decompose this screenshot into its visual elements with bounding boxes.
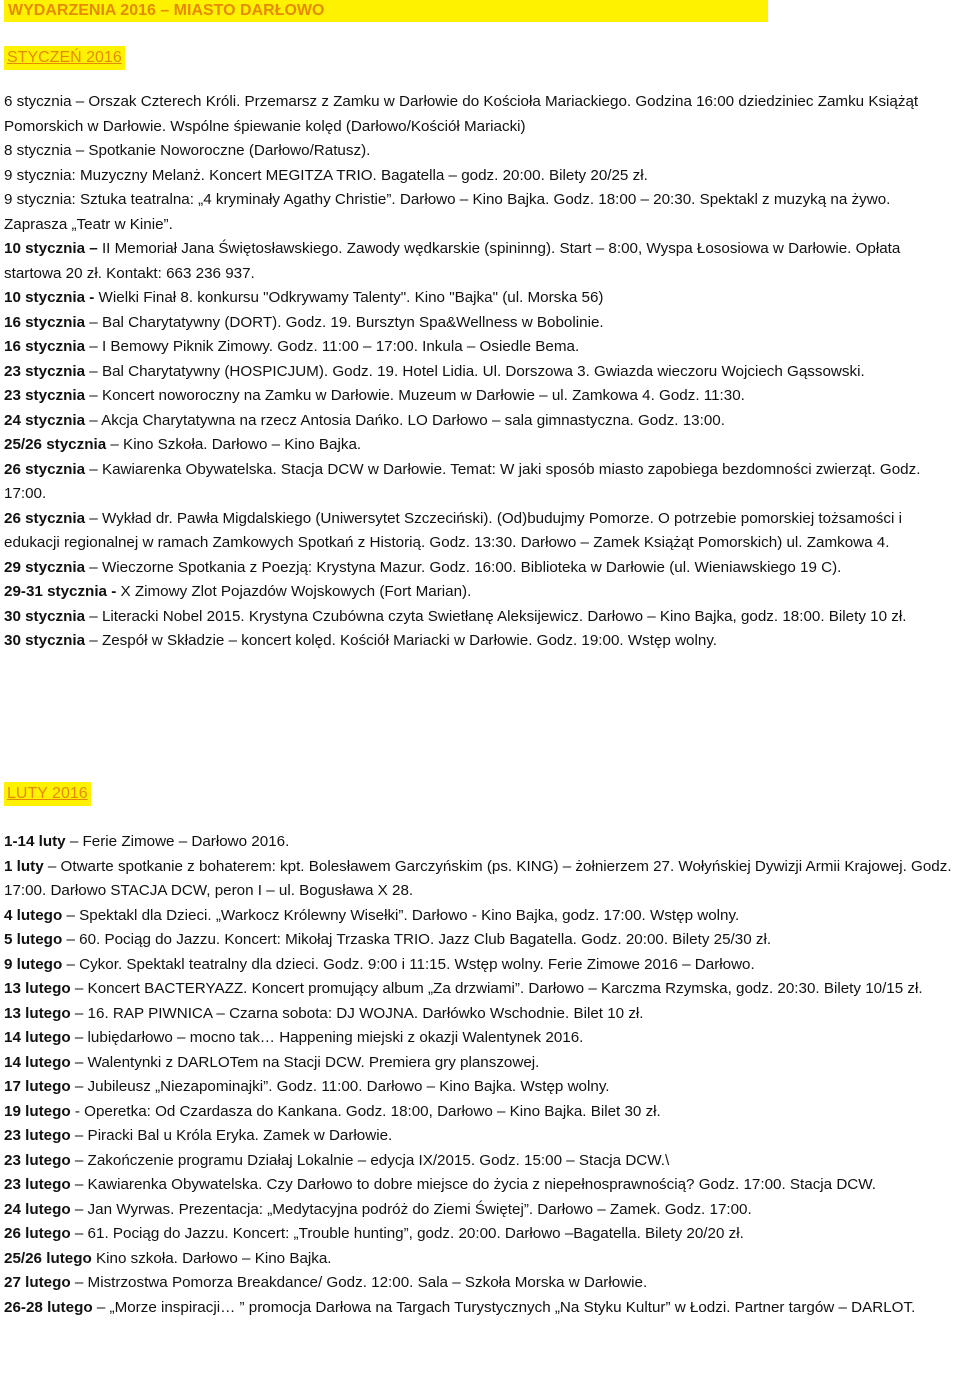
- event-description: – Cykor. Spektakl teatralny dla dzieci. Godz. 9:00 i 11:15. Wstęp wolny. Ferie Zimowe 2016 – Darłowo.: [62, 955, 755, 973]
- event-item: [4, 1198, 956, 1223]
- event-date: 24 lutego: [4, 1200, 71, 1218]
- event-date: 13 lutego: [4, 1004, 71, 1022]
- event-item: [4, 580, 956, 605]
- event-item: [4, 977, 956, 1002]
- event-item: [4, 1124, 956, 1149]
- event-date: 23 stycznia: [4, 387, 86, 404]
- event-description: – „Morze inspiracji… ” promocja Darłowa na Targach Turystycznych „Na Styku Kultur” w Łodzi. Partner targów – DARLOT.: [92, 1298, 916, 1316]
- event-item: [4, 605, 956, 630]
- event-date: 29 stycznia: [4, 558, 86, 576]
- event-description: – Wykład dr. Pawła Migdalskiego (Uniwersytet Szczeciński). (Od)budujmy Pomorze. O potrzebie pomorskiej tożsamości i edukacji regionalnej w ramach Zamkowych Spotkań z Historią. Godz. 13:30. Darłowo – Zamek Książąt Pomorskich) ul. Zamkowa 4.: [4, 509, 902, 551]
- event-description: – Kino Szkoła. Darłowo – Kino Bajka.: [106, 436, 362, 453]
- event-item: [4, 953, 956, 978]
- event-item: [4, 409, 956, 434]
- event-item: [4, 90, 956, 139]
- event-description: – Otwarte spotkanie z bohaterem: kpt. Bolesławem Garczyńskim (ps. KING) – żołnierzem 27. Wołyńskiej Dywizji Armii Krajowej. Godz. 17:00. Darłowo STACJA DCW, peron I – ul. Bogusława X 28.: [4, 857, 952, 899]
- event-list-january: [4, 90, 956, 654]
- event-description: – Jan Wyrwas. Prezentacja: „Medytacyjna podróż do Ziemi Świętej”. Darłowo – Zamek. Godz. 17:00.: [70, 1200, 752, 1218]
- event-item: [4, 830, 956, 855]
- event-date: 14 lutego: [4, 1029, 71, 1046]
- event-date: 24 stycznia: [4, 411, 86, 429]
- event-description: Wielki Finał 8. konkursu "Odkrywamy Talenty". Kino "Bajka" (ul. Morska 56): [94, 289, 604, 306]
- event-item: [4, 1075, 956, 1100]
- event-date: 10 stycznia -: [4, 289, 95, 306]
- event-item: [4, 384, 956, 409]
- section-heading-january: STYCZEŃ 2016: [4, 46, 125, 70]
- event-date: 27 lutego: [4, 1274, 71, 1291]
- event-date: 10 stycznia –: [4, 240, 98, 257]
- event-date: 23 lutego: [4, 1127, 71, 1144]
- event-item: [4, 928, 956, 953]
- event-date: 5 lutego: [4, 931, 63, 948]
- event-item: [4, 1149, 956, 1174]
- event-date: 25/26 lutego: [4, 1249, 92, 1267]
- event-description: – 60. Pociąg do Jazzu. Koncert: Mikołaj Trzaska TRIO. Jazz Club Bagatella. Godz. 20:00. Bilety 25/30 zł.: [62, 931, 772, 948]
- event-date: 29-31 stycznia -: [4, 583, 117, 600]
- event-item: [4, 286, 956, 311]
- event-item: [4, 335, 956, 360]
- event-description: – lubiędarłowo – mocno tak… Happening miejski z okazji Walentynek 2016.: [70, 1029, 584, 1046]
- event-description: 9 stycznia: Muzyczny Melanż. Koncert MEGITZA TRIO. Bagatella – godz. 20:00. Bilety 20/25 zł.: [4, 166, 648, 184]
- event-item: [4, 1051, 956, 1076]
- event-description: II Memoriał Jana Świętosławskiego. Zawody wędkarskie (spininng). Start – 8:00, Wyspa Łososiowa w Darłowie. Opłata startowa 20 zł. Kontakt: 663 236 937.: [4, 240, 901, 282]
- section-heading-february: LUTY 2016: [4, 782, 91, 806]
- event-item: [4, 433, 956, 458]
- event-item: [4, 1100, 956, 1125]
- event-date: 23 lutego: [4, 1151, 71, 1169]
- event-date: 26 stycznia: [4, 509, 86, 527]
- event-description: – Bal Charytatywny (DORT). Godz. 19. Bursztyn Spa&Wellness w Bobolinie.: [85, 313, 604, 331]
- event-description: – Kawiarenka Obywatelska. Czy Darłowo to dobre miejsce do życia z niepełnosprawnością? Godz. 17:00. Stacja DCW.: [70, 1176, 876, 1193]
- event-description: – Koncert noworoczny na Zamku w Darłowie. Muzeum w Darłowie – ul. Zamkowa 4. Godz. 11:30.: [85, 387, 745, 404]
- event-date: 13 lutego: [4, 980, 71, 997]
- event-description: – Zakończenie programu Działaj Lokalnie – edycja IX/2015. Godz. 15:00 – Stacja DCW.\: [70, 1151, 670, 1169]
- event-item: [4, 458, 956, 507]
- event-description: – Ferie Zimowe – Darłowo 2016.: [65, 833, 290, 850]
- event-list-february: [4, 830, 956, 1320]
- event-description: – Akcja Charytatywna na rzecz Antosia Dańko. LO Darłowo – sala gimnastyczna. Godz. 13:00.: [85, 411, 725, 429]
- event-item: [4, 507, 956, 556]
- event-date: 26 stycznia: [4, 460, 86, 478]
- event-date: 19 lutego: [4, 1102, 71, 1120]
- event-item: [4, 556, 956, 581]
- event-item: [4, 629, 956, 654]
- event-date: 23 lutego: [4, 1176, 71, 1193]
- event-description: - Operetka: Od Czardasza do Kankana. Godz. 18:00, Darłowo – Kino Bajka. Bilet 30 zł.: [70, 1102, 661, 1120]
- event-item: [4, 360, 956, 385]
- event-description: – Bal Charytatywny (HOSPICJUM). Godz. 19. Hotel Lidia. Ul. Dorszowa 3. Gwiazda wieczoru Wojciech Gąssowski.: [85, 362, 865, 380]
- event-description: 9 stycznia: Sztuka teatralna: „4 kryminały Agathy Christie”. Darłowo – Kino Bajka. Godz. 18:00 – 20:30. Spektakl z muzyką na żywo. Zaprasza „Teatr w Kinie”.: [4, 191, 891, 233]
- event-description: – Piracki Bal u Króla Eryka. Zamek w Darłowie.: [70, 1127, 393, 1144]
- event-date: 14 lutego: [4, 1053, 71, 1071]
- event-description: – Literacki Nobel 2015. Krystyna Czubówna czyta Swietłanę Aleksijewicz. Darłowo – Kino Bajka, godz. 18:00. Bilety 10 zł.: [85, 607, 907, 625]
- event-description: – Jubileusz „Niezapominajki”. Godz. 11:00. Darłowo – Kino Bajka. Wstęp wolny.: [70, 1078, 610, 1095]
- event-description: – 16. RAP PIWNICA – Czarna sobota: DJ WOJNA. Darłówko Wschodnie. Bilet 10 zł.: [70, 1004, 644, 1022]
- event-item: [4, 855, 956, 904]
- event-date: 16 stycznia: [4, 313, 86, 331]
- event-description: – Walentynki z DARLOTem na Stacji DCW. Premiera gry planszowej.: [70, 1053, 540, 1071]
- event-item: [4, 1247, 956, 1272]
- event-description: – Spektakl dla Dzieci. „Warkocz Królewny Wisełki”. Darłowo - Kino Bajka, godz. 17:00. Wstęp wolny.: [62, 906, 740, 924]
- event-item: [4, 1026, 956, 1051]
- event-description: 6 stycznia – Orszak Czterech Króli. Przemarsz z Zamku w Darłowie do Kościoła Mariackiego. Godzina 16:00 dziedziniec Zamku Książąt Pomorskich w Darłowie. Wspólne śpiewanie kolęd (Darłowo/Kościół Mariacki): [4, 93, 919, 135]
- event-item: [4, 904, 956, 929]
- event-item: [4, 237, 956, 286]
- event-date: 17 lutego: [4, 1078, 71, 1095]
- event-item: [4, 1222, 956, 1247]
- event-item: [4, 188, 956, 237]
- event-item: [4, 1002, 956, 1027]
- event-description: – Zespół w Składzie – koncert kolęd. Kościół Mariacki w Darłowie. Godz. 19:00. Wstęp wolny.: [85, 632, 718, 649]
- event-description: – 61. Pociąg do Jazzu. Koncert: „Trouble hunting”, godz. 20:00. Darłowo –Bagatella. Bilety 20/20 zł.: [70, 1225, 744, 1242]
- event-description: – Mistrzostwa Pomorza Breakdance/ Godz. 12:00. Sala – Szkoła Morska w Darłowie.: [70, 1274, 648, 1291]
- event-item: [4, 1296, 956, 1321]
- event-date: 25/26 stycznia: [4, 436, 107, 453]
- event-item: [4, 1271, 956, 1296]
- event-description: 8 stycznia – Spotkanie Noworoczne (Darłowo/Ratusz).: [4, 142, 371, 159]
- event-description: X Zimowy Zlot Pojazdów Wojskowych (Fort Marian).: [116, 583, 472, 600]
- event-date: 23 stycznia: [4, 362, 86, 380]
- event-item: [4, 1173, 956, 1198]
- event-description: – Koncert BACTERYAZZ. Koncert promujący album „Za drzwiami”. Darłowo – Karczma Rzymska, godz. 20:30. Bilety 10/15 zł.: [70, 980, 923, 997]
- event-description: Kino szkoła. Darłowo – Kino Bajka.: [91, 1249, 332, 1267]
- event-item: [4, 139, 956, 164]
- event-date: 9 lutego: [4, 955, 63, 973]
- event-item: [4, 311, 956, 336]
- event-date: 30 stycznia: [4, 632, 86, 649]
- event-date: 1-14 luty: [4, 833, 66, 850]
- event-date: 1 luty: [4, 857, 44, 875]
- event-description: – Kawiarenka Obywatelska. Stacja DCW w Darłowie. Temat: W jaki sposób miasto zapobiega bezdomności zwierząt. Godz. 17:00.: [4, 460, 921, 502]
- document-title: WYDARZENIA 2016 – MIASTO DARŁOWO: [4, 0, 768, 22]
- event-date: 26 lutego: [4, 1225, 71, 1242]
- event-item: [4, 164, 956, 189]
- event-date: 26-28 lutego: [4, 1298, 93, 1316]
- event-date: 4 lutego: [4, 906, 63, 924]
- event-date: 30 stycznia: [4, 607, 86, 625]
- event-description: – I Bemowy Piknik Zimowy. Godz. 11:00 – 17:00. Inkula – Osiedle Bema.: [85, 338, 580, 355]
- event-date: 16 stycznia: [4, 338, 86, 355]
- event-description: – Wieczorne Spotkania z Poezją: Krystyna Mazur. Godz. 16:00. Biblioteka w Darłowie (ul. Wieniawskiego 19 C).: [85, 558, 842, 576]
